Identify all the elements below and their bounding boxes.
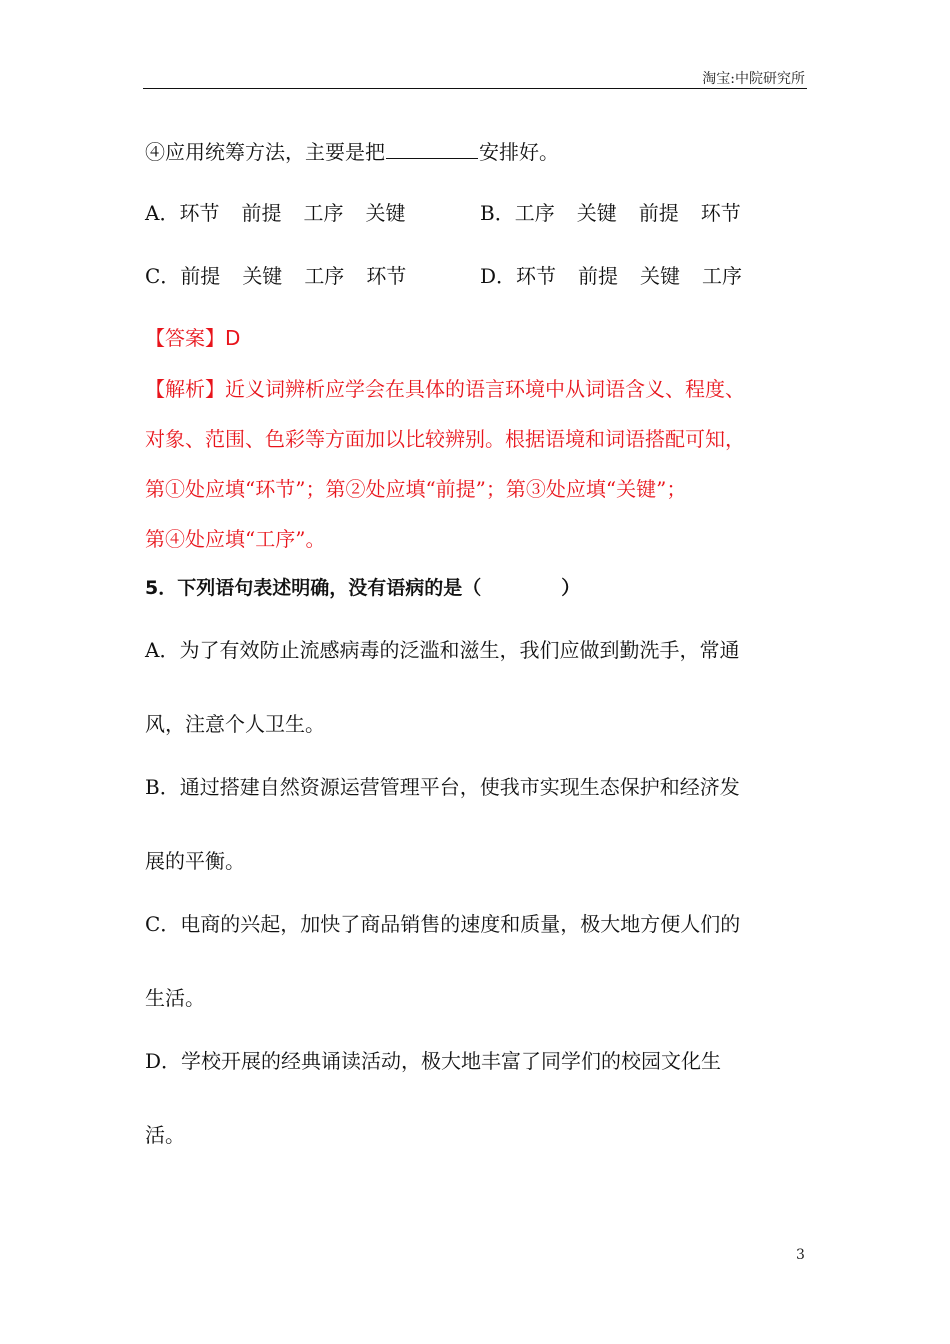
answer-blank <box>386 140 478 159</box>
option-a <box>145 201 405 225</box>
option-word: 前提 <box>241 201 282 225</box>
option-word: 工序 <box>303 201 344 225</box>
option-word: 关键 <box>242 264 283 288</box>
analysis-line: 对象、范围、色彩等方面加以比较辨别。根据语境和词语搭配可知， <box>145 427 745 451</box>
analysis-line: 【解析】近义词辨析应学会在具体的语言环境中从词语含义、程度、 <box>145 377 745 401</box>
option-d <box>480 264 742 288</box>
option-word: 关键 <box>365 201 406 225</box>
option-word: 前提 <box>578 264 619 288</box>
option-label: C． <box>145 264 181 288</box>
q5-option-c-line1: C．电商的兴起，加快了商品销售的速度和质量，极大地方便人们的 <box>145 912 741 936</box>
option-word: 工序 <box>514 201 555 225</box>
answer-value: D <box>225 326 241 350</box>
analysis-line: 第④处应填“工序”。 <box>145 527 326 551</box>
option-word: 环节 <box>179 201 220 225</box>
q5-stem-text: 5．下列语句表述明确，没有语病的是（ <box>145 577 482 599</box>
option-c <box>145 264 406 288</box>
option-word: 前提 <box>180 264 221 288</box>
stem-before-blank: ④应用统筹方法，主要是把 <box>145 140 385 164</box>
q5-stem-close: ） <box>561 577 581 599</box>
option-label: A． <box>145 201 180 225</box>
option-word: 环节 <box>366 264 407 288</box>
option-word: 关键 <box>640 264 681 288</box>
header-divider <box>143 88 807 89</box>
q5-option-d-line1: D．学校开展的经典诵读活动，极大地丰富了同学们的校园文化生 <box>145 1049 722 1073</box>
q5-option-c-line2: 生活。 <box>145 986 205 1010</box>
q5-option-d-line2: 活。 <box>145 1123 185 1147</box>
page-header: 淘宝:中院研究所 <box>702 71 805 87</box>
option-label: D． <box>480 264 517 288</box>
option-word: 前提 <box>638 201 679 225</box>
q5-option-b-line2: 展的平衡。 <box>145 849 245 873</box>
option-label: B． <box>480 201 515 225</box>
option-word: 工序 <box>702 264 743 288</box>
answer-tag: 【答案】 <box>145 326 225 350</box>
q5-option-a-line1: A．为了有效防止流感病毒的泛滥和滋生，我们应做到勤洗手，常通 <box>145 638 740 662</box>
answer-line <box>145 326 240 350</box>
q5-stem <box>145 576 580 600</box>
analysis-line: 第①处应填“环节”；第②处应填“前提”；第③处应填“关键”； <box>145 477 687 501</box>
q4-options-row-1 <box>145 201 825 227</box>
q4-part4-stem <box>145 140 559 164</box>
q5-option-b-line1: B．通过搭建自然资源运营管理平台，使我市实现生态保护和经济发 <box>145 775 740 799</box>
option-word: 关键 <box>576 201 617 225</box>
option-word: 环节 <box>516 264 557 288</box>
option-word: 工序 <box>304 264 345 288</box>
option-b <box>480 201 741 225</box>
q5-option-a-line2: 风，注意个人卫生。 <box>145 712 325 736</box>
stem-after-blank: 安排好。 <box>479 140 559 164</box>
option-word: 环节 <box>700 201 741 225</box>
page-number: 3 <box>796 1247 805 1263</box>
q4-options-row-2 <box>145 264 825 290</box>
